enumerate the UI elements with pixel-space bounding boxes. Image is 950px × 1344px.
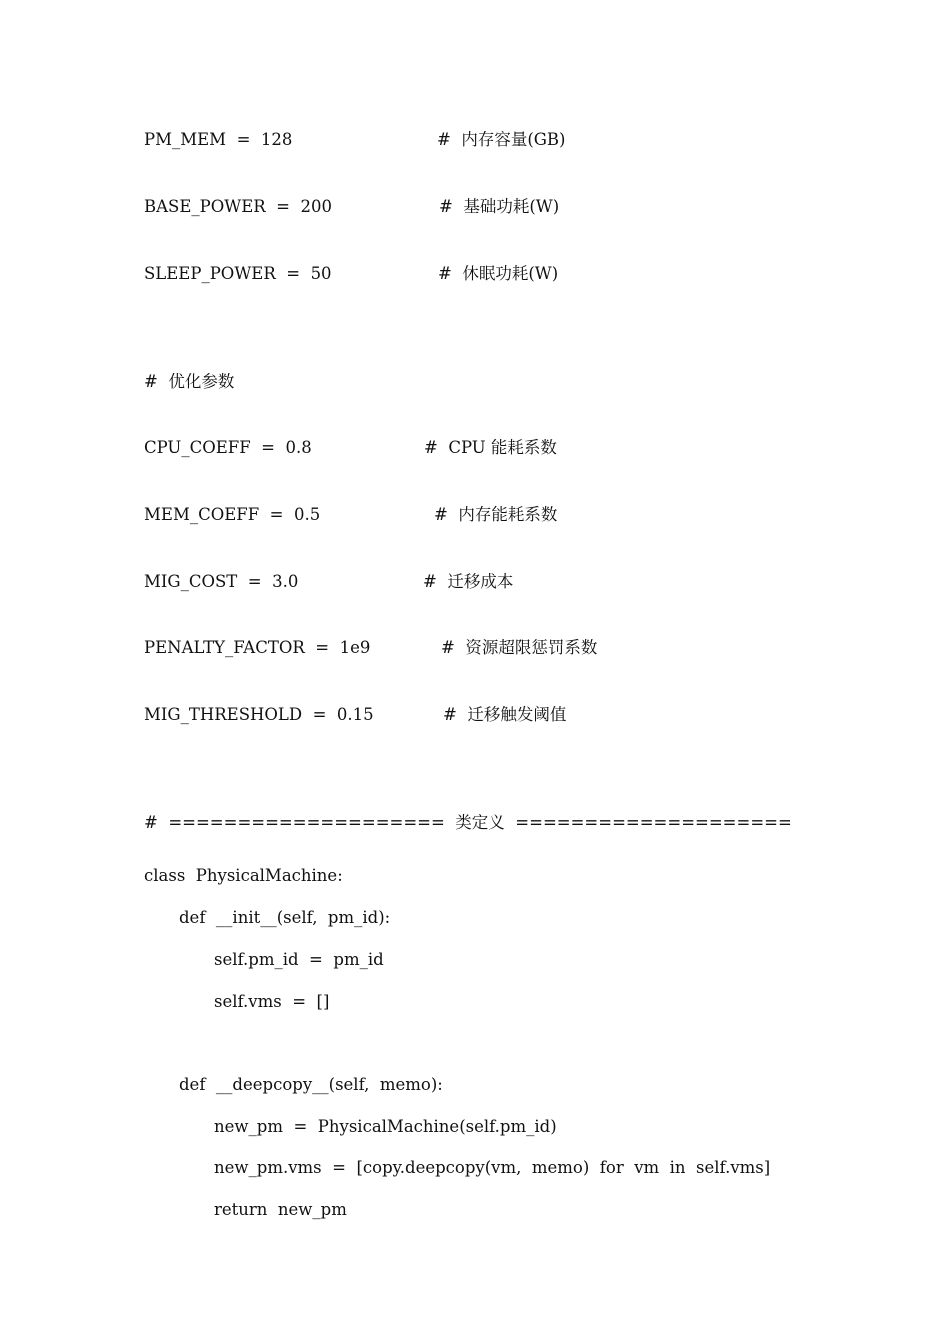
comment-mig-cost: # 迁移成本 [423,572,514,591]
comment-pm-mem: # 内存容量(GB) [437,130,566,149]
code-line-mig-cost: MIG_COST = 3.0 [144,572,299,591]
code-line-mem-coeff: MEM_COEFF = 0.5 [144,505,321,524]
comment-base-power: # 基础功耗(W) [439,197,560,216]
code-line-pm-mem: PM_MEM = 128 [144,130,293,149]
code-line-init-pm-id: self.pm_id = pm_id [214,950,384,969]
code-line-init-def: def __init__(self, pm_id): [179,908,391,927]
code-line-class-decl: class PhysicalMachine: [144,866,343,885]
code-line-deepcopy-def: def __deepcopy__(self, memo): [179,1075,443,1094]
code-line-init-vms: self.vms = [] [214,992,330,1011]
code-line-deepcopy-return: return new_pm [214,1200,347,1219]
code-line-penalty-factor: PENALTY_FACTOR = 1e9 [144,638,371,657]
code-line-deepcopy-new-pm: new_pm = PhysicalMachine(self.pm_id) [214,1117,557,1136]
comment-cpu-coeff: # CPU 能耗系数 [424,438,557,457]
comment-sleep-power: # 休眠功耗(W) [438,264,559,283]
code-line-base-power: BASE_POWER = 200 [144,197,332,216]
code-line-sleep-power: SLEEP_POWER = 50 [144,264,332,283]
comment-penalty-factor: # 资源超限惩罚系数 [441,638,598,657]
code-line-deepcopy-vms: new_pm.vms = [copy.deepcopy(vm, memo) for vm in self.vms] [214,1158,771,1177]
section-comment-class-definition: # ==================== 类定义 ==================== [144,813,792,832]
section-comment-optimization: # 优化参数 [144,372,235,391]
code-line-cpu-coeff: CPU_COEFF = 0.8 [144,438,312,457]
comment-mem-coeff: # 内存能耗系数 [434,505,558,524]
comment-mig-threshold: # 迁移触发阈值 [443,705,567,724]
code-line-mig-threshold: MIG_THRESHOLD = 0.15 [144,705,374,724]
